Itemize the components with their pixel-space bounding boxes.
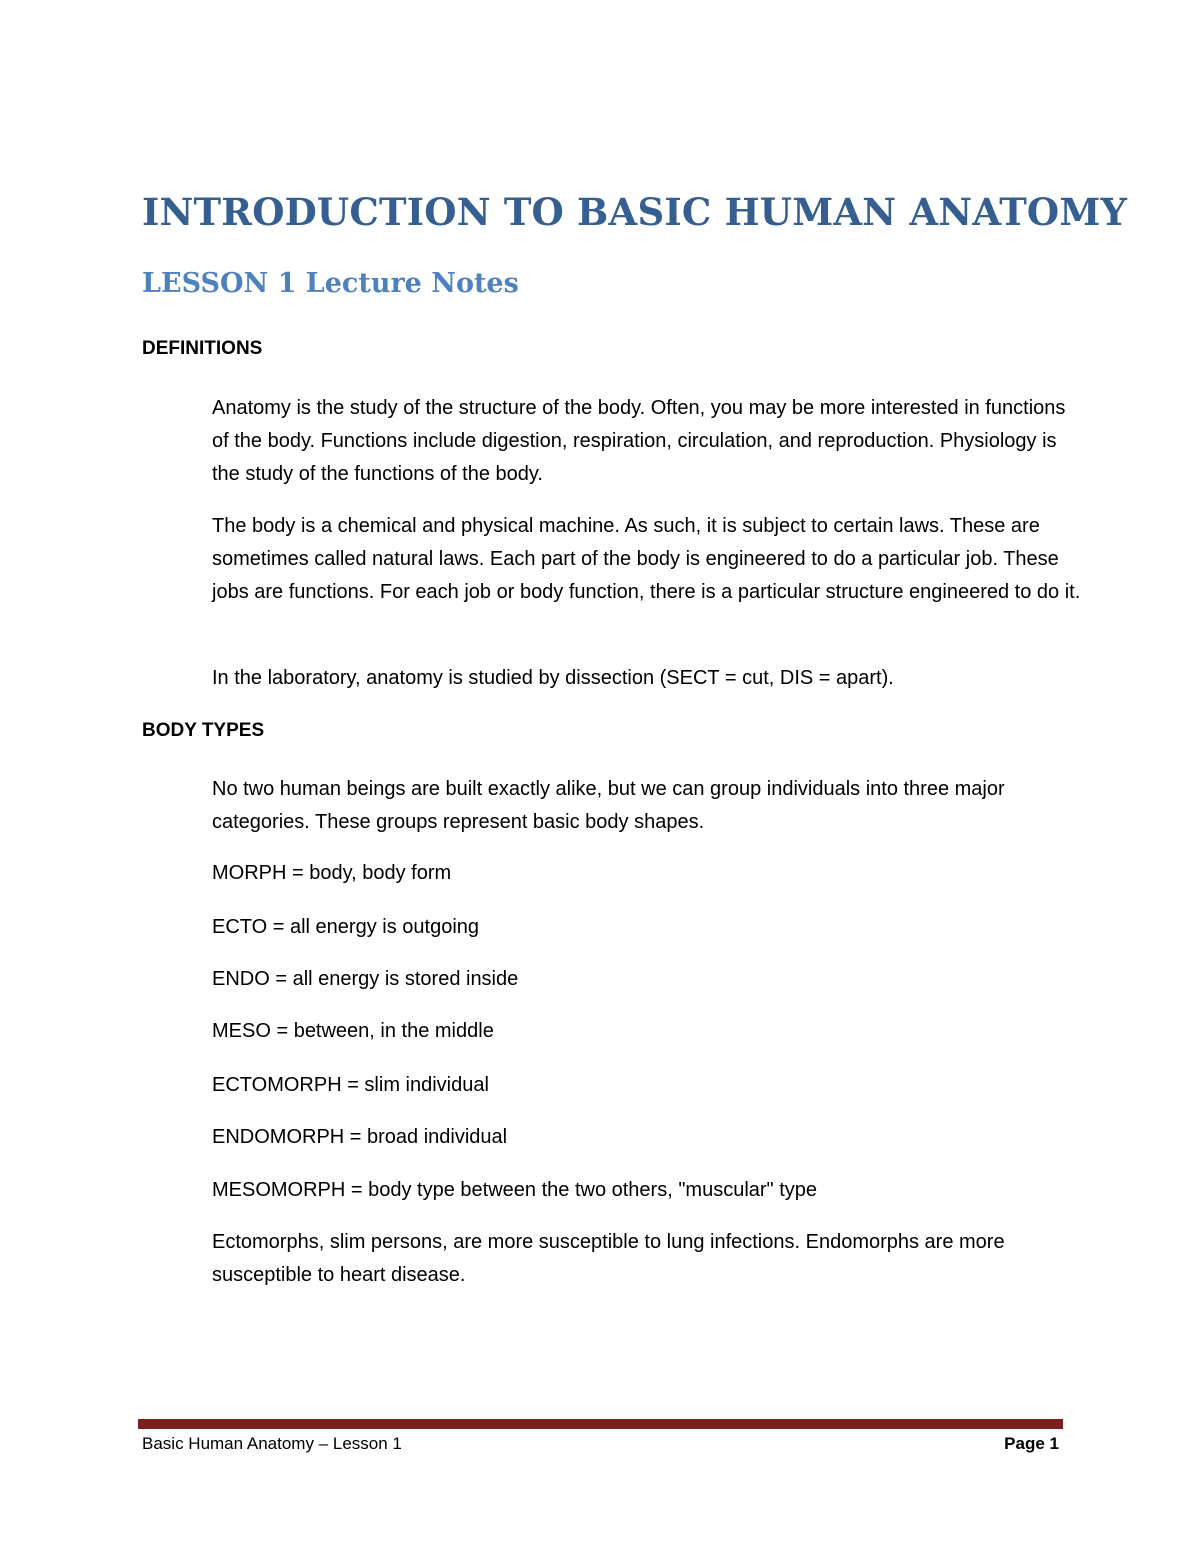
body-types-line: ECTO = all energy is outgoing — [212, 916, 480, 938]
body-types-line: ENDO = all energy is stored inside — [212, 968, 519, 990]
footer-document-name: Basic Human Anatomy – Lesson 1 — [142, 1434, 402, 1453]
page-number: 1 — [1049, 1434, 1059, 1453]
body-types-line: ECTOMORPH = slim individual — [212, 1074, 489, 1096]
definitions-paragraph: The body is a chemical and physical machine. As such, it is subject to certain laws. These are sometimes called natural laws. Each part of the body is engineered to do a particular job. These jobs are functions. For each job or body function, there is a particular structure engineered to do it. — [212, 515, 1081, 603]
footer-page-number — [1004, 1434, 1059, 1454]
body-types-line: MORPH = body, body form — [212, 862, 452, 884]
definitions-paragraph: Anatomy is the study of the structure of the body. Often, you may be more interested in functions of the body. Functions include digestion, respiration, circulation, and reproduction. Physiology is the study of the functions of the body. — [212, 397, 1066, 485]
body-types-paragraph: No two human beings are built exactly alike, but we can group individuals into three major categories. These groups represent basic body shapes. — [212, 778, 1005, 833]
body-types-paragraph: Ectomorphs, slim persons, are more susceptible to lung infections. Endomorphs are more susceptible to heart disease. — [212, 1231, 1005, 1286]
body-types-line: MESOMORPH = body type between the two others, "muscular" type — [212, 1179, 818, 1201]
document-title: INTRODUCTION TO BASIC HUMAN ANATOMY — [142, 190, 1128, 234]
definitions-paragraph: In the laboratory, anatomy is studied by dissection (SECT = cut, DIS = apart). — [212, 667, 894, 689]
section-heading-body-types: BODY TYPES — [142, 720, 265, 741]
page-label: Page — [1004, 1434, 1045, 1453]
footer-rule — [138, 1419, 1063, 1429]
body-types-line: ENDOMORPH = broad individual — [212, 1126, 508, 1148]
body-types-line: MESO = between, in the middle — [212, 1020, 494, 1042]
section-heading-definitions: DEFINITIONS — [142, 338, 263, 359]
document-subtitle: LESSON 1 Lecture Notes — [142, 268, 519, 299]
